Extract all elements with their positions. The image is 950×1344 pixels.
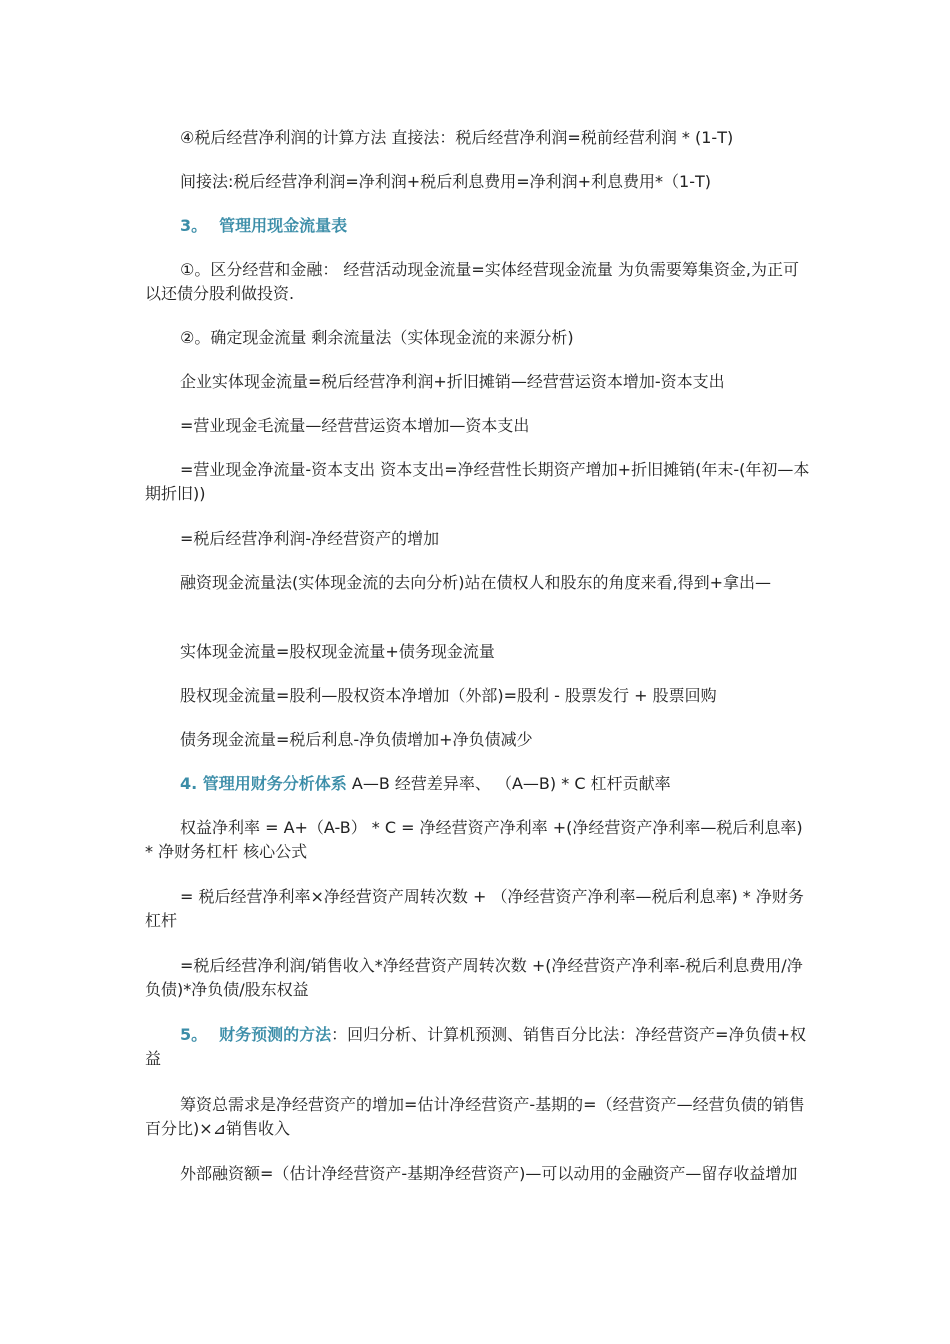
paragraph-financing-cash-flow-method: 融资现金流量法(实体现金流的去向分析)站在债权人和股东的角度来看,得到+拿出— xyxy=(180,573,771,592)
paragraph-roe-detailed: =税后经营净利润/销售收入*净经营资产周转次数 +(净经营资产净利率-税后利息费用/净负债)*净负债/股东权益 xyxy=(145,956,803,999)
paragraph-roe-expanded: = 税后经营净利率×净经营资产周转次数 + （净经营资产净利率—税后利息率) * 净财务杠杆 xyxy=(145,887,804,930)
heading-text: 财务预测的方法 xyxy=(219,1025,332,1044)
heading-number: 3。 xyxy=(180,216,208,235)
heading-number: 5。 xyxy=(180,1025,208,1044)
paragraph-indirect-method: 间接法:税后经营净利润=净利润+税后利息费用=净利润+利息费用*（1-T) xyxy=(180,172,711,191)
paragraph-total-financing-need: 筹资总需求是净经营资产的增加=估计净经营资产-基期的=（经营资产—经营负债的销售百分比)×⊿销售收入 xyxy=(145,1095,805,1138)
heading-financial-forecasting xyxy=(145,1023,810,1071)
paragraph-distinguish-operating-financing: ①。区分经营和金融： 经营活动现金流量=实体经营现金流量 为负需要筹集资金,为正可以还债分股利做投资. xyxy=(145,260,800,303)
paragraph-equity-cash-flow: 股权现金流量=股利—股权资本净增加（外部)=股利 - 股票发行 + 股票回购 xyxy=(180,686,717,705)
heading-text: 管理用现金流量表 xyxy=(219,216,348,235)
heading-financial-analysis-system xyxy=(145,772,810,796)
paragraph-external-financing: 外部融资额=（估计净经营资产-基期净经营资产)—可以动用的金融资产—留存收益增加 xyxy=(180,1164,798,1183)
paragraph-gross-operating-cash-flow: =营业现金毛流量—经营营运资本增加—资本支出 xyxy=(180,416,530,435)
paragraph-entity-cash-flow: 企业实体现金流量=税后经营净利润+折旧摊销—经营营运资本增加-资本支出 xyxy=(180,372,725,391)
paragraph-roe-formula: 权益净利率 = A+（A-B） * C = 净经营资产净利率 +(净经营资产净利率—税后利息率) * 净财务杠杆 核心公式 xyxy=(145,818,803,861)
heading-rest: ：回归分析、计算机预测、销售百分比法：净经营资产=净负债+权益 xyxy=(145,1025,806,1068)
paragraph-after-tax-profit-method: ④税后经营净利润的计算方法 直接法：税后经营净利润=税前经营利润 * (1-T) xyxy=(180,128,734,147)
paragraph-determine-cash-flow: ②。确定现金流量 剩余流量法（实体现金流的来源分析) xyxy=(180,328,574,347)
heading-text: 4. 管理用财务分析体系 xyxy=(180,774,347,793)
paragraph-after-tax-less-increase: =税后经营净利润-净经营资产的增加 xyxy=(180,529,440,548)
heading-rest: A—B 经营差异率、 （A—B) * C 杠杆贡献率 xyxy=(351,774,671,793)
paragraph-entity-equals-equity-plus-debt: 实体现金流量=股权现金流量+债务现金流量 xyxy=(180,642,495,661)
heading-cash-flow-statement xyxy=(145,214,810,238)
paragraph-debt-cash-flow: 债务现金流量=税后利息-净负债增加+净负债减少 xyxy=(180,730,533,749)
paragraph-net-operating-cash-flow: =营业现金净流量-资本支出 资本支出=净经营性长期资产增加+折旧摊销(年末-(年初—本期折旧)) xyxy=(145,460,810,503)
